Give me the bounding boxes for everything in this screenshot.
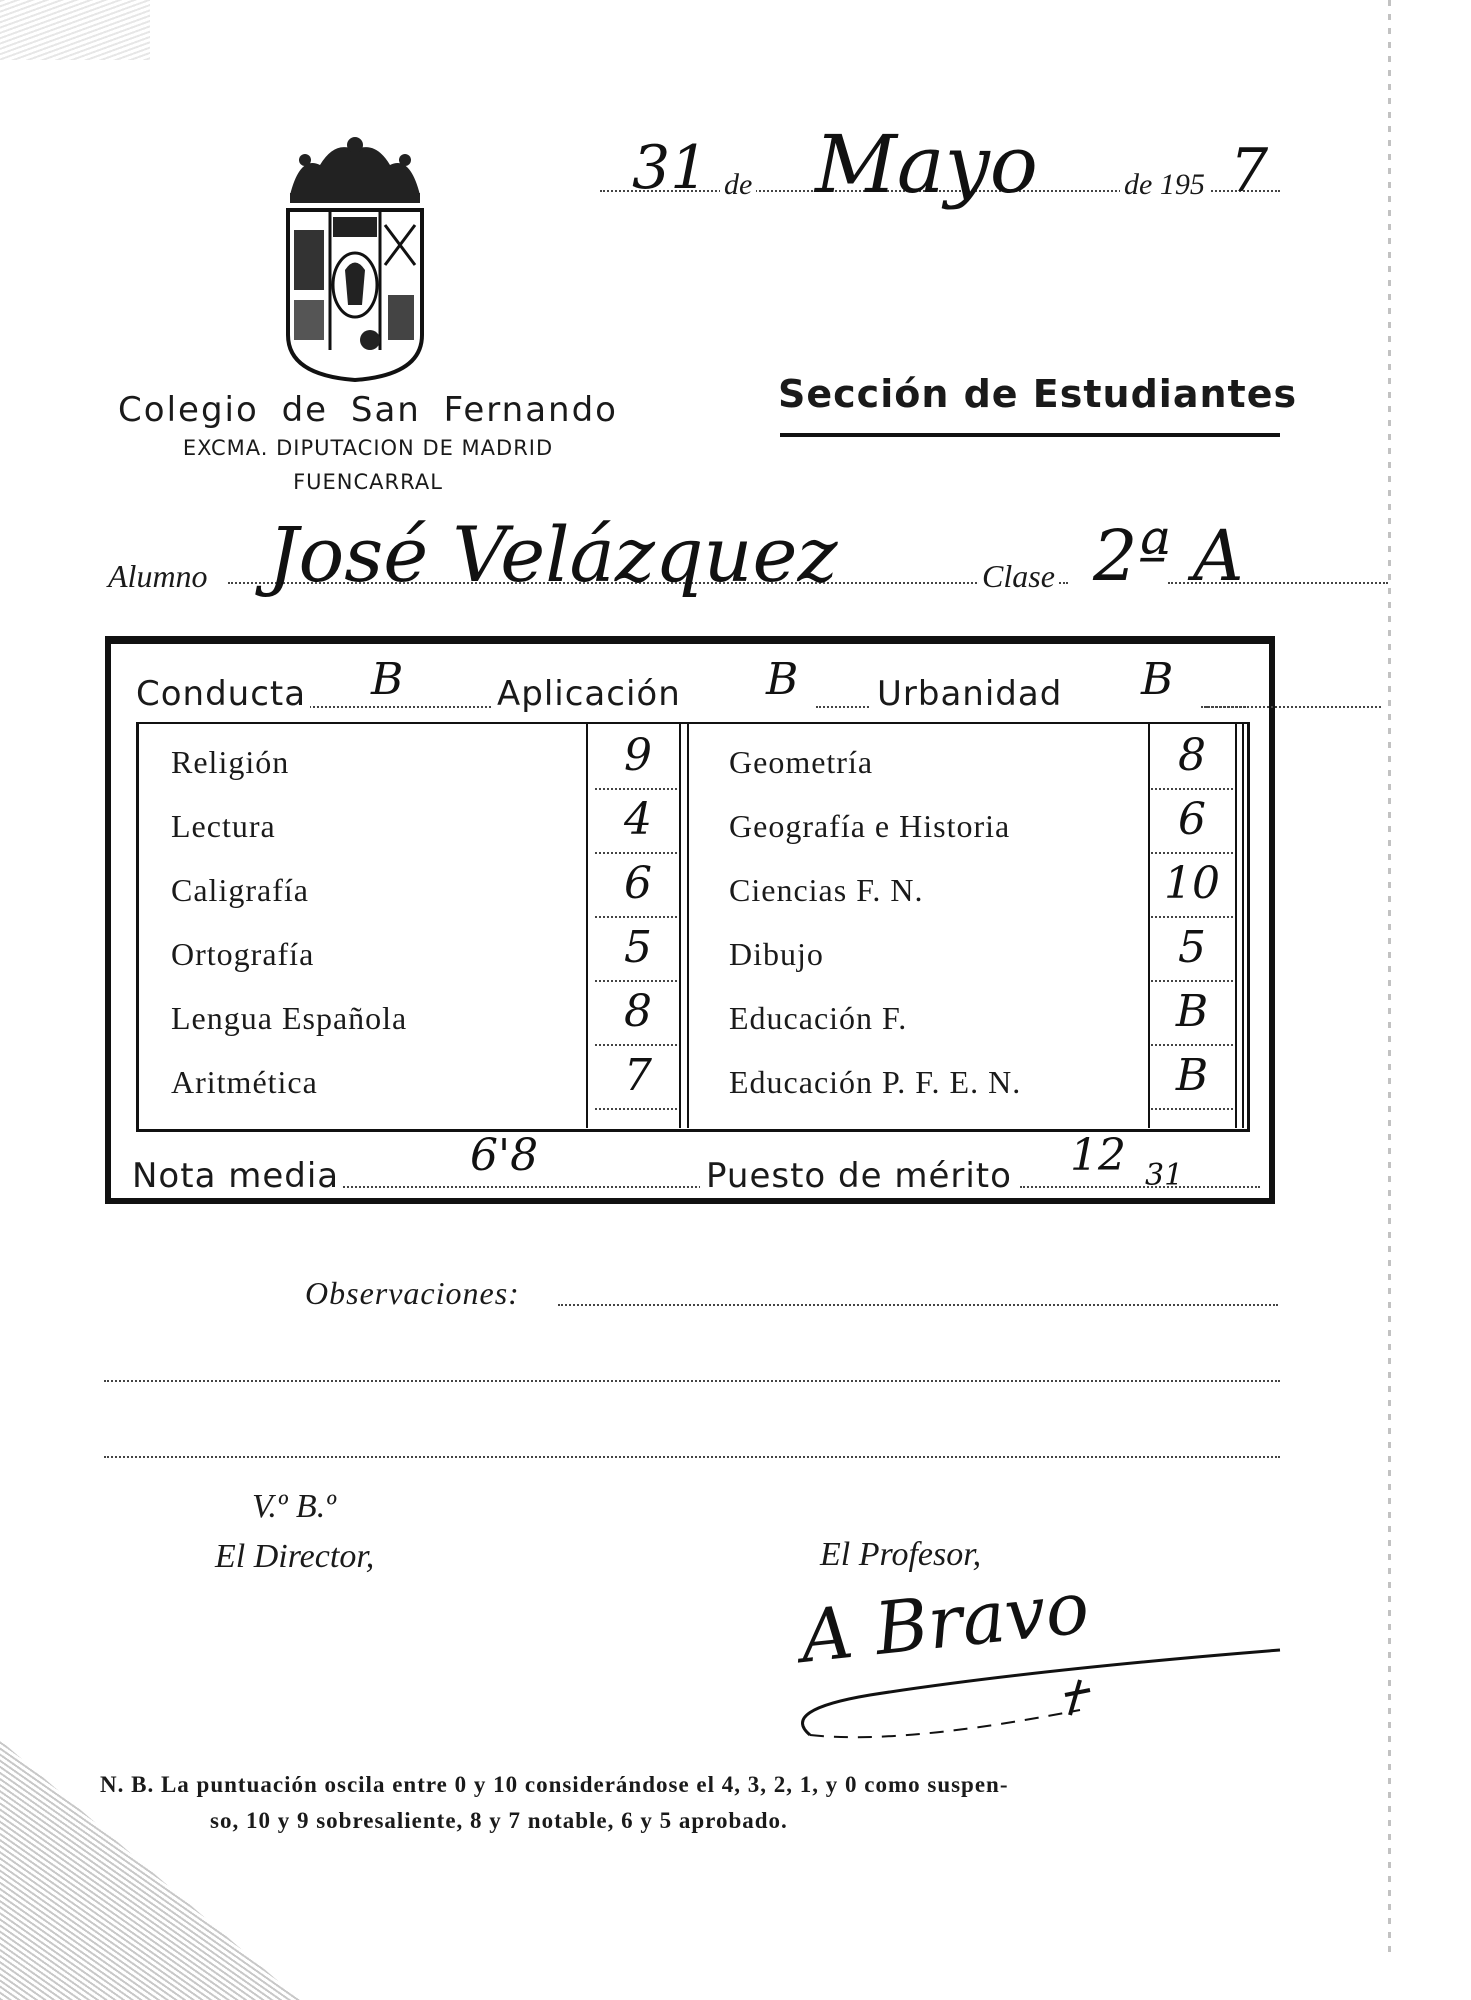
grade-value: B [1175,986,1209,1037]
school-header [108,390,628,494]
coat-of-arms-icon [280,135,430,385]
profesor-label: El Profesor, [820,1536,982,1573]
date-line [600,118,1290,211]
observaciones-line-1 [558,1304,1278,1306]
observaciones-label: Observaciones: [305,1275,520,1311]
date-day: 31 [632,133,709,203]
school-sub2: FUENCARRAL [293,470,443,494]
school-name: Colegio de San Fernando [118,390,618,430]
conducta-label: Conducta [136,674,310,714]
subject-label: Educación P. F. E. N. [729,1064,1022,1100]
school-sub1: EXCMA. DIPUTACION DE MADRID [182,436,554,460]
subject-label: Geometría [729,744,874,780]
subject-label: Geografía e Historia [729,808,1011,844]
alumno-value: José Velázquez [268,510,838,599]
puesto-value: 12 [1070,1130,1126,1181]
urbanidad-value: B [1141,654,1174,705]
summary-row [136,652,1246,718]
clase-label: Clase [978,558,1059,595]
footnote-line-2: so, 10 y 9 sobresaliente, 8 y 7 notable, 6 y 5 aprobado. [210,1808,788,1833]
footnote-line-1: N. B. La puntuación oscila entre 0 y 10 considerándose el 4, 3, 2, 1, y 0 como suspen- [100,1772,1009,1797]
totals-row [130,1130,1260,1196]
footnote [100,1772,1290,1834]
grade-value: 6 [624,858,652,909]
subject-label: Religión [171,744,290,780]
observaciones-line-2 [104,1380,1280,1382]
student-line [108,510,1288,600]
subject-label: Ciencias F. N. [729,872,924,908]
profesor-signature: A Bravo [796,1565,1093,1679]
grade-value: 5 [1178,922,1206,973]
subject-label: Caligrafía [171,872,309,908]
nota-media-label: Nota media [132,1156,343,1196]
subject-label: Ortografía [171,936,315,972]
alumno-label: Alumno [108,558,208,594]
subject-label: Lectura [171,808,276,844]
date-year-digit: 7 [1230,136,1269,206]
urbanidad-label: Urbanidad [871,674,1068,714]
scan-artifact-top-left [0,0,150,60]
subject-label: Dibujo [729,936,824,972]
aplicacion-label: Aplicación [491,674,687,714]
observaciones-line-3 [104,1456,1280,1458]
grade-value: 5 [624,922,652,973]
grade-value: 8 [624,986,652,1037]
grade-value: 8 [1178,730,1206,781]
director-label: El Director, [215,1538,375,1575]
grade-value: 7 [624,1050,652,1101]
scan-edge-right [1388,0,1391,1960]
date-year-prefix: de 195 [1120,168,1209,202]
section-title-underline [780,433,1280,437]
date-month: Mayo [815,118,1038,211]
grades-table [136,722,1250,1132]
subject-label: Educación F. [729,1000,908,1036]
puesto-of: 31 [1145,1158,1184,1193]
subject-label: Lengua Española [171,1000,408,1036]
subject-label: Aritmética [171,1064,318,1100]
puesto-label: Puesto de mérito [700,1156,1018,1196]
clase-value: 2ª A [1093,515,1244,597]
grade-value: B [1175,1050,1209,1101]
grade-value: 10 [1164,858,1220,909]
grade-value: 9 [624,730,652,781]
nota-media-value: 6'8 [470,1130,539,1181]
grade-value: 4 [624,794,652,845]
conducta-value: B [371,654,404,705]
section-title: Sección de Estudiantes [778,372,1298,416]
date-de-label: de [720,168,756,202]
signature-flourish [780,1640,1300,1750]
aplicacion-value: B [766,654,799,705]
grade-value: 6 [1178,794,1206,845]
vb-label: V.º B.º [252,1488,336,1525]
